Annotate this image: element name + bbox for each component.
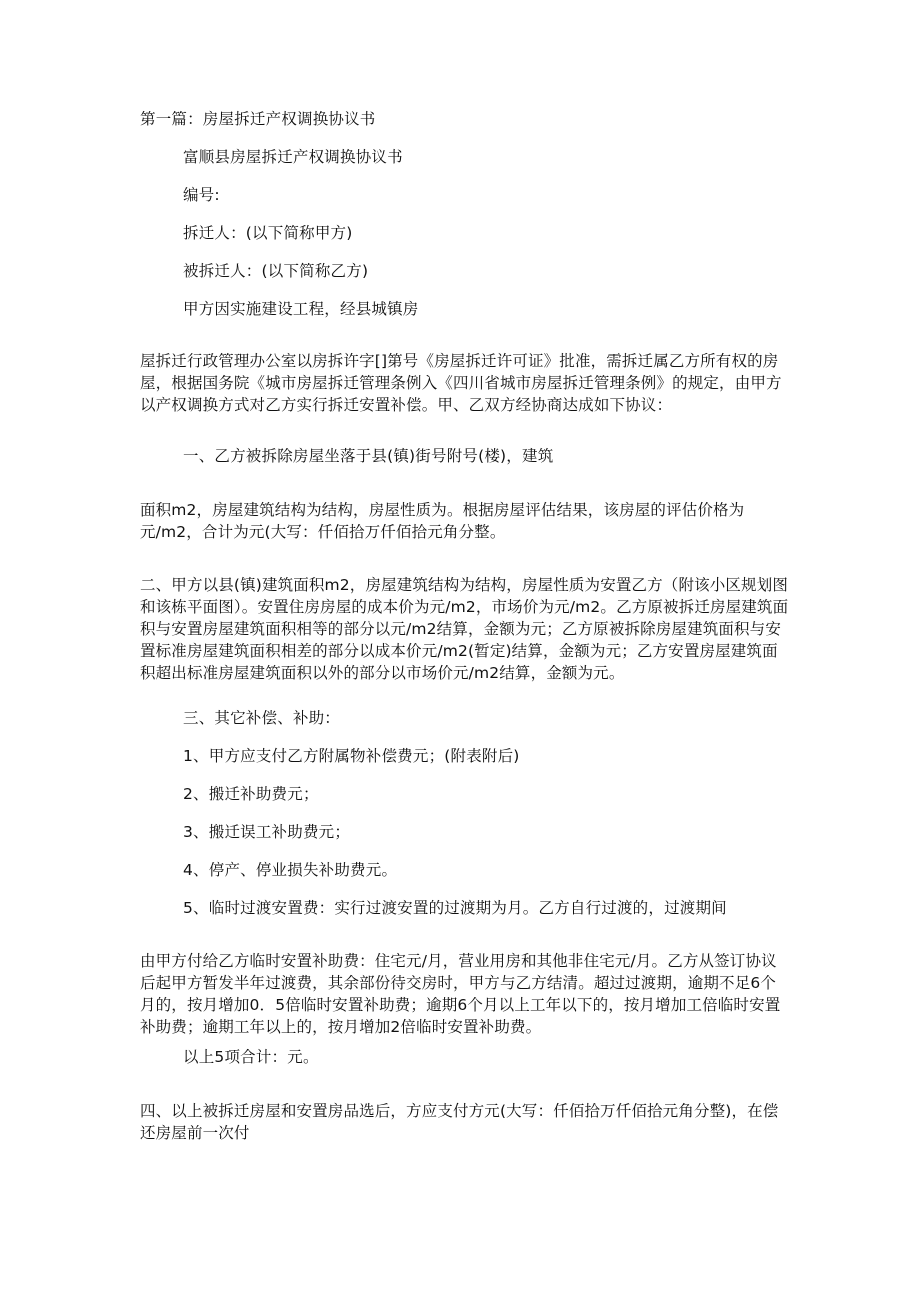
clause-4-paragraph: 四、以上被拆迁房屋和安置房品选后，方应支付方元(大写：仟佰拾万仟佰拾元角分整)，在偿还房屋前一次付 xyxy=(140,1102,779,1142)
party-a-line: 拆迁人：(以下简称甲方) xyxy=(183,224,353,242)
agreement-title: 富顺县房屋拆迁产权调换协议书 xyxy=(183,148,403,166)
clause-3-item: 1、甲方应支付乙方附属物补偿费元；(附表附后) xyxy=(183,747,520,765)
clause-1-lead: 一、乙方被拆除房屋坐落于县(镇)街号附号(楼)，建筑 xyxy=(183,447,554,465)
clause-3-total: 以上5项合计：元。 xyxy=(183,1048,319,1066)
clause-3-title: 三、其它补偿、补助： xyxy=(183,709,341,727)
intro-paragraph: 屋拆迁行政管理办公室以房拆许字[]第号《房屋拆迁许可证》批准，需拆迁属乙方所有权的房屋，根据国务院《城市房屋拆迁管理条例入《四川省城市房屋拆迁管理条例》的规定，由甲方以产权调换方式对乙方实行拆迁安置补偿。甲、乙双方经协商达成如下协议： xyxy=(140,352,782,414)
number-label: 编号: xyxy=(183,186,220,204)
party-b-line: 被拆迁人：(以下简称乙方) xyxy=(183,262,369,280)
clause-3-body: 由甲方付给乙方临时安置补助费：住宅元/月，营业用房和其他非住宅元/月。乙方从签订协议后起甲方暂发半年过渡费，其余部份待交房时，甲方与乙方结清。超过过渡期，逾期不足6个月的，按月增加0．5倍临时安置补助费；逾期6个月以上工年以下的，按月增加工倍临时安置补助费；逾期工年以上的，按月增加2倍临时安置补助费。 xyxy=(140,952,781,1036)
clause-3-item: 5、临时过渡安置费：实行过渡安置的过渡期为月。乙方自行过渡的，过渡期间 xyxy=(183,899,727,917)
clause-1-body: 面积m2，房屋建筑结构为结构，房屋性质为。根据房屋评估结果，该房屋的评估价格为元/m2，合计为元(大写：仟佰拾万仟佰拾元角分整。 xyxy=(140,501,745,541)
document-heading: 第一篇：房屋拆迁产权调换协议书 xyxy=(140,110,376,128)
clause-2-paragraph: 二、甲方以县(镇)建筑面积m2，房屋建筑结构为结构，房屋性质为安置乙方（附该小区规划图和该栋平面图）。安置住房房屋的成本价为元/m2，市场价为元/m2。乙方原被拆迁房屋建筑面积与安置房屋建筑面积相等的部分以元/m2结算，金额为元；乙方原被拆除房屋建筑面积与安置标准房屋建筑面积相差的部分以成本价元/m2(暂定)结算，金额为元；乙方安置房屋建筑面积超出标准房屋建筑面积以外的部分以市场价元/m2结算，金额为元。 xyxy=(140,576,789,682)
clause-3-item: 2、搬迁补助费元； xyxy=(183,785,319,803)
intro-lead: 甲方因实施建设工程，经县城镇房 xyxy=(183,300,419,318)
clause-3-item: 3、搬迁误工补助费元； xyxy=(183,823,351,841)
clause-3-item: 4、停产、停业损失补助费元。 xyxy=(183,861,398,879)
